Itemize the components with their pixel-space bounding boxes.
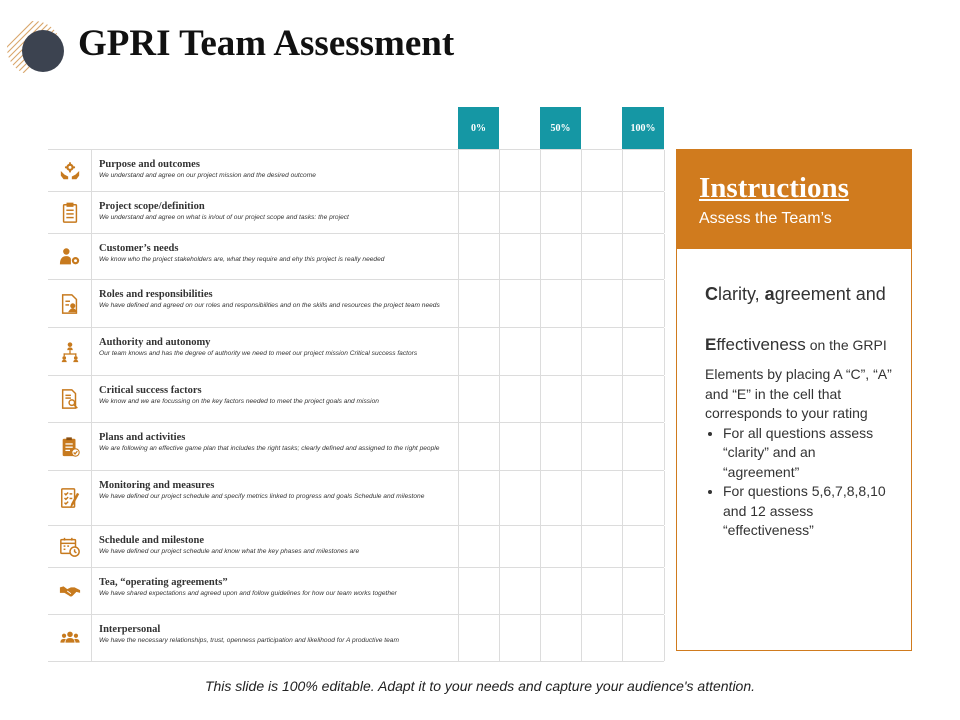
row-description: We understand and agree on what is in/out of our project scope and tasks: the project [99, 214, 349, 221]
row-name: Tea, “operating agreements” [99, 577, 228, 588]
rating-cell[interactable] [622, 328, 665, 375]
rating-cell[interactable] [540, 150, 581, 191]
rating-cell[interactable] [458, 423, 499, 470]
table-row [48, 422, 664, 470]
row-name: Critical success factors [99, 385, 202, 396]
table-row [48, 375, 664, 422]
rating-cell[interactable] [458, 328, 499, 375]
checklist-pen-icon [59, 487, 81, 509]
rating-cell[interactable] [499, 615, 540, 661]
row-name: Plans and activities [99, 432, 186, 443]
row-name: Purpose and outcomes [99, 159, 200, 170]
rating-cell[interactable] [581, 568, 622, 614]
rating-cell[interactable] [540, 234, 581, 279]
row-name: Project scope/definition [99, 201, 205, 212]
table-row [48, 327, 664, 375]
rating-cell[interactable] [540, 615, 581, 661]
row-name: Interpersonal [99, 624, 161, 635]
row-description: We have defined our project schedule and specify metrics linked to progress and goals Schedule and milestone [99, 493, 425, 500]
table-row [48, 279, 664, 327]
row-description: We are following an effective game plan that includes the right tasks; clearly defined and assigned to the right people [99, 445, 440, 452]
rating-cell[interactable] [458, 234, 499, 279]
clipboard-check-icon [59, 436, 81, 458]
rating-cell[interactable] [458, 150, 499, 191]
rating-cell[interactable] [622, 234, 665, 279]
rating-cell[interactable] [458, 376, 499, 422]
row-name: Authority and autonomy [99, 337, 211, 348]
footer-caption: This slide is 100% editable. Adapt it to your needs and capture your audience's attention. [204, 678, 756, 694]
rating-cell[interactable] [622, 280, 665, 327]
rating-cell[interactable] [458, 471, 499, 525]
hands-gear-icon [59, 160, 81, 182]
team-icon [59, 627, 81, 649]
rating-cell[interactable] [458, 192, 499, 233]
list-item: • For all questions assess “clarity” and an “agreement” [723, 424, 895, 483]
rating-cell[interactable] [499, 471, 540, 525]
elements-text: Elements by placing A “C”, “A” and “E” in the cell that corresponds to your rating [705, 366, 892, 421]
row-description: We have defined and agreed on our roles and responsibilities and on the skills and resources the project team needs [99, 302, 440, 309]
org-chart-icon [59, 341, 81, 363]
rating-cell[interactable] [622, 568, 665, 614]
rating-cell[interactable] [581, 192, 622, 233]
checklist-icon [59, 202, 81, 224]
table-row [48, 149, 664, 191]
row-description: We know and we are focussing on the key factors needed to meet the project goals and mission [99, 398, 379, 405]
row-name: Customer’s needs [99, 243, 179, 254]
table-row [48, 470, 664, 525]
table-row [48, 191, 664, 233]
rating-cell[interactable] [540, 328, 581, 375]
rating-cell[interactable] [499, 526, 540, 567]
rating-cell[interactable] [622, 526, 665, 567]
rating-cell[interactable] [622, 150, 665, 191]
column-header-100: 100% [622, 107, 664, 149]
logo-icon [6, 8, 70, 78]
instructions-title: Instructions [699, 172, 849, 204]
rating-cell[interactable] [622, 423, 665, 470]
user-gear-icon [59, 246, 81, 268]
column-header-50: 50% [540, 107, 581, 149]
rating-cell[interactable] [499, 234, 540, 279]
list-item: • For questions 5,6,7,8,8,10 and 12 assess “effectiveness” [723, 482, 895, 541]
rating-cell[interactable] [581, 234, 622, 279]
rating-cell[interactable] [499, 568, 540, 614]
instructions-bullets [705, 424, 895, 541]
table-row [48, 614, 664, 662]
rating-cell[interactable] [540, 471, 581, 525]
rating-cell[interactable] [458, 568, 499, 614]
rating-cell[interactable] [622, 376, 665, 422]
rating-cell[interactable] [458, 280, 499, 327]
row-description: We have defined our project schedule and know what the key phases and milestones are [99, 548, 360, 555]
rating-cell[interactable] [499, 150, 540, 191]
document-search-icon [59, 388, 81, 410]
rating-cell[interactable] [581, 150, 622, 191]
rating-cell[interactable] [581, 376, 622, 422]
instructions-panel [676, 149, 912, 651]
rating-cell[interactable] [499, 192, 540, 233]
row-name: Roles and responsibilities [99, 289, 213, 300]
rating-cell[interactable] [622, 615, 665, 661]
rating-cell[interactable] [499, 423, 540, 470]
calendar-clock-icon [59, 536, 81, 558]
instructions-body [705, 282, 895, 541]
instructions-subtitle: Assess the Team’s [699, 210, 832, 227]
row-description: We know who the project stakeholders are, what they require and ehy this project is really needed [99, 256, 385, 263]
table-row [48, 233, 664, 279]
row-description: Our team knows and has the degree of authority we need to meet our project mission Critical success factors [99, 350, 418, 357]
rating-cell[interactable] [458, 526, 499, 567]
rating-cell[interactable] [540, 526, 581, 567]
rating-cell[interactable] [499, 328, 540, 375]
effectiveness-text: Effectiveness on the GRPI [705, 335, 887, 354]
assessment-rows [48, 149, 664, 662]
table-row [48, 567, 664, 614]
rating-cell[interactable] [499, 376, 540, 422]
rating-cell[interactable] [540, 192, 581, 233]
handshake-icon [59, 580, 81, 602]
rating-cell[interactable] [622, 192, 665, 233]
document-user-icon [59, 293, 81, 315]
rating-cell[interactable] [581, 471, 622, 525]
rating-cell[interactable] [458, 615, 499, 661]
row-description: We have shared expectations and agreed upon and follow guidelines for how our team works together [99, 590, 397, 597]
rating-cell[interactable] [622, 471, 665, 525]
rating-cell[interactable] [540, 376, 581, 422]
row-name: Monitoring and measures [99, 480, 215, 491]
rating-cell[interactable] [540, 280, 581, 327]
rating-cell[interactable] [581, 328, 622, 375]
rating-cell[interactable] [499, 280, 540, 327]
rating-cell[interactable] [581, 423, 622, 470]
rating-cell[interactable] [581, 526, 622, 567]
row-description: We understand and agree on our project mission and the desired outcome [99, 172, 316, 179]
table-row [48, 525, 664, 567]
rating-cell[interactable] [581, 615, 622, 661]
row-description: We have the necessary relationships, trust, openness participation and likelihood for A productive team [99, 637, 399, 644]
clarity-agreement-text: Clarity, agreement and [705, 284, 886, 304]
page-title: GPRI Team Assessment [78, 23, 455, 64]
column-header-0: 0% [458, 107, 499, 149]
row-name: Schedule and milestone [99, 535, 205, 546]
rating-cell[interactable] [540, 568, 581, 614]
rating-cell[interactable] [581, 280, 622, 327]
instructions-header [677, 150, 911, 249]
rating-cell[interactable] [540, 423, 581, 470]
